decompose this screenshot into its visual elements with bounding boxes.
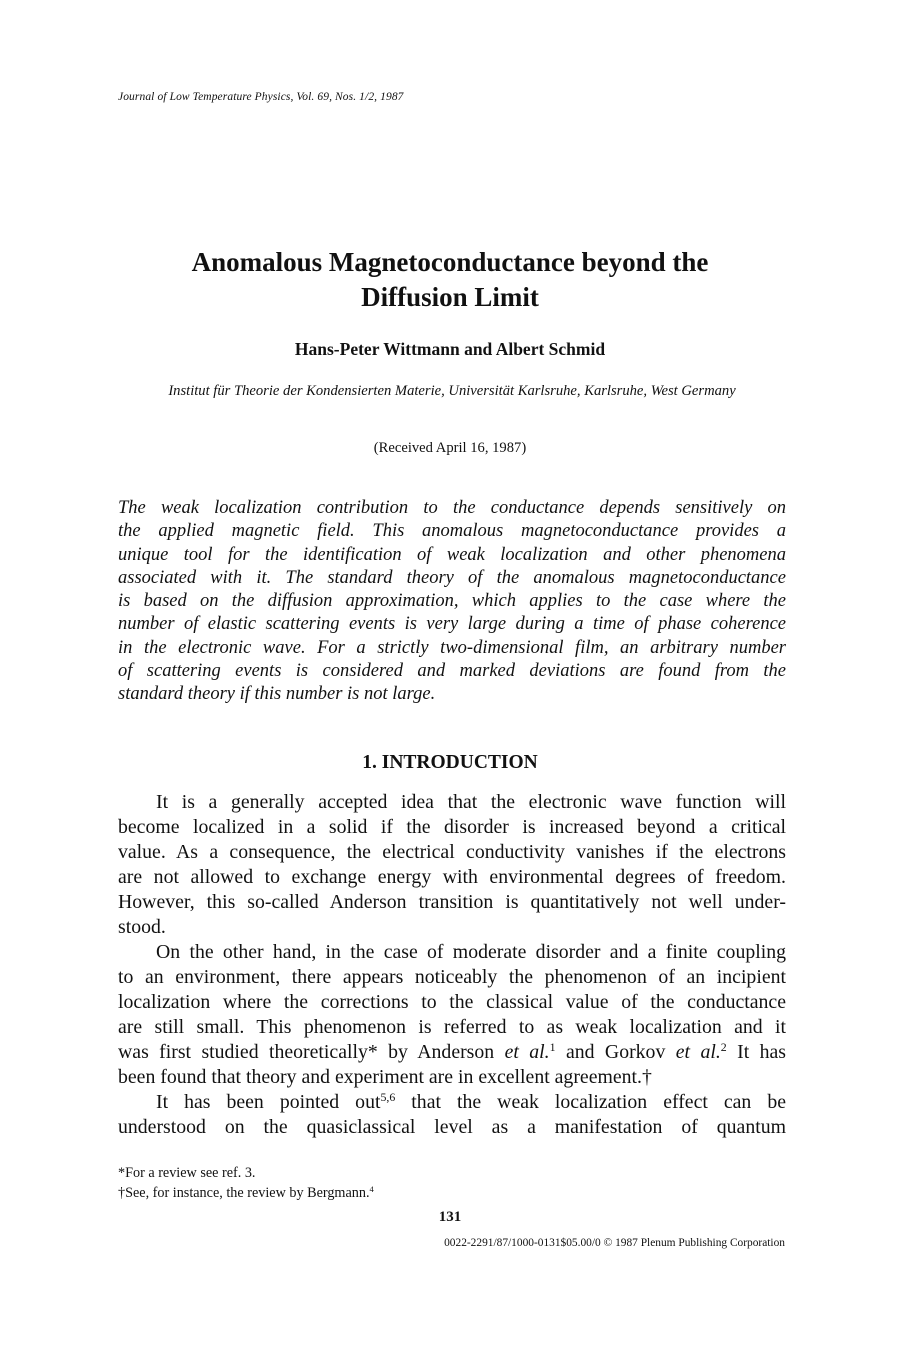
section-heading: 1. INTRODUCTION	[362, 752, 538, 773]
body-line: are not allowed to exchange energy with environmental degrees of freedom.	[118, 866, 786, 888]
et-al-italic: et al.	[675, 1041, 721, 1063]
body-line: to an environment, there appears noticeably the phenomenon of an incipient	[118, 966, 786, 988]
abstract-line: unique tool for the identification of weak localization and other phenomena	[118, 544, 786, 565]
et-al-italic: et al.	[504, 1041, 550, 1063]
body-line: stood.	[118, 916, 166, 938]
body-line-with-refs	[118, 1040, 786, 1065]
body-text-run: It has	[726, 1041, 786, 1063]
ref-superscript: 5,6	[380, 1089, 396, 1104]
journal-citation: Journal of Low Temperature Physics, Vol. 69, Nos. 1/2, 1987	[118, 91, 404, 103]
ref-superscript: 4	[369, 1183, 374, 1194]
body-line: value. As a consequence, the electrical conductivity vanishes if the electrons	[118, 841, 786, 863]
abstract-line: the applied magnetic field. This anomalous magnetoconductance provides a	[118, 521, 786, 542]
body-line: understood on the quasiclassical level as a manifestation of quantum	[118, 1116, 786, 1138]
abstract	[118, 497, 786, 707]
body-text-run: It has been pointed out	[156, 1091, 381, 1113]
abstract-line: number of elastic scattering events is very large during a time of phase coherence	[118, 614, 786, 635]
body-line: It is a generally accepted idea that the electronic wave function will	[156, 791, 786, 813]
received-date: (Received April 16, 1987)	[373, 440, 527, 456]
body-line: localization where the corrections to the classical value of the conductance	[118, 991, 786, 1013]
footnote-2	[118, 1183, 374, 1203]
body-line-with-refs	[118, 1090, 786, 1115]
copyright-line: 0022-2291/87/1000-0131$05.00/0 © 1987 Plenum Publishing Corporation	[444, 1237, 785, 1249]
abstract-line: of scattering events is considered and marked deviations are found from the	[118, 661, 786, 682]
body-text-run: was first studied theoretically* by Anderson	[118, 1041, 505, 1063]
abstract-line: standard theory if this number is not large.	[118, 684, 436, 705]
abstract-line: is based on the diffusion approximation, which applies to the case where the	[118, 591, 786, 612]
title-line-1: Anomalous Magnetoconductance beyond the	[191, 247, 709, 277]
footnotes	[118, 1163, 374, 1203]
abstract-line: associated with it. The standard theory of the anomalous magnetoconductance	[118, 567, 786, 588]
body-text-run: that the weak localization effect can be	[395, 1091, 786, 1113]
body-line: are still small. This phenomenon is referred to as weak localization and it	[118, 1016, 786, 1038]
abstract-line: The weak localization contribution to the conductance depends sensitively on	[118, 498, 786, 518]
ref-superscript: 2	[720, 1039, 727, 1054]
affiliation: Institut für Theorie der Kondensierten Materie, Universität Karlsruhe, Karlsruhe, West Germany	[168, 383, 736, 399]
footnote-1: *For a review see ref. 3.	[118, 1165, 256, 1181]
body-line: On the other hand, in the case of moderate disorder and a finite coupling	[156, 941, 786, 963]
body-line: However, this so-called Anderson transition is quantitatively not well under-	[118, 891, 786, 913]
body-line: become localized in a solid if the disorder is increased beyond a critical	[118, 816, 786, 838]
paper-title	[120, 245, 780, 315]
body-line: been found that theory and experiment are in excellent agreement.†	[118, 1066, 652, 1088]
page-number: 131	[438, 1209, 462, 1225]
abstract-line: in the electronic wave. For a strictly two-dimensional film, an arbitrary number	[118, 637, 786, 658]
title-line-2: Diffusion Limit	[361, 282, 539, 312]
body-text-run: and Gorkov	[555, 1041, 676, 1063]
footnote-2-text: †See, for instance, the review by Bergmann.	[118, 1185, 370, 1201]
body-text	[118, 790, 786, 1140]
ref-superscript: 1	[549, 1039, 556, 1054]
authors: Hans-Peter Wittmann and Albert Schmid	[294, 339, 606, 359]
